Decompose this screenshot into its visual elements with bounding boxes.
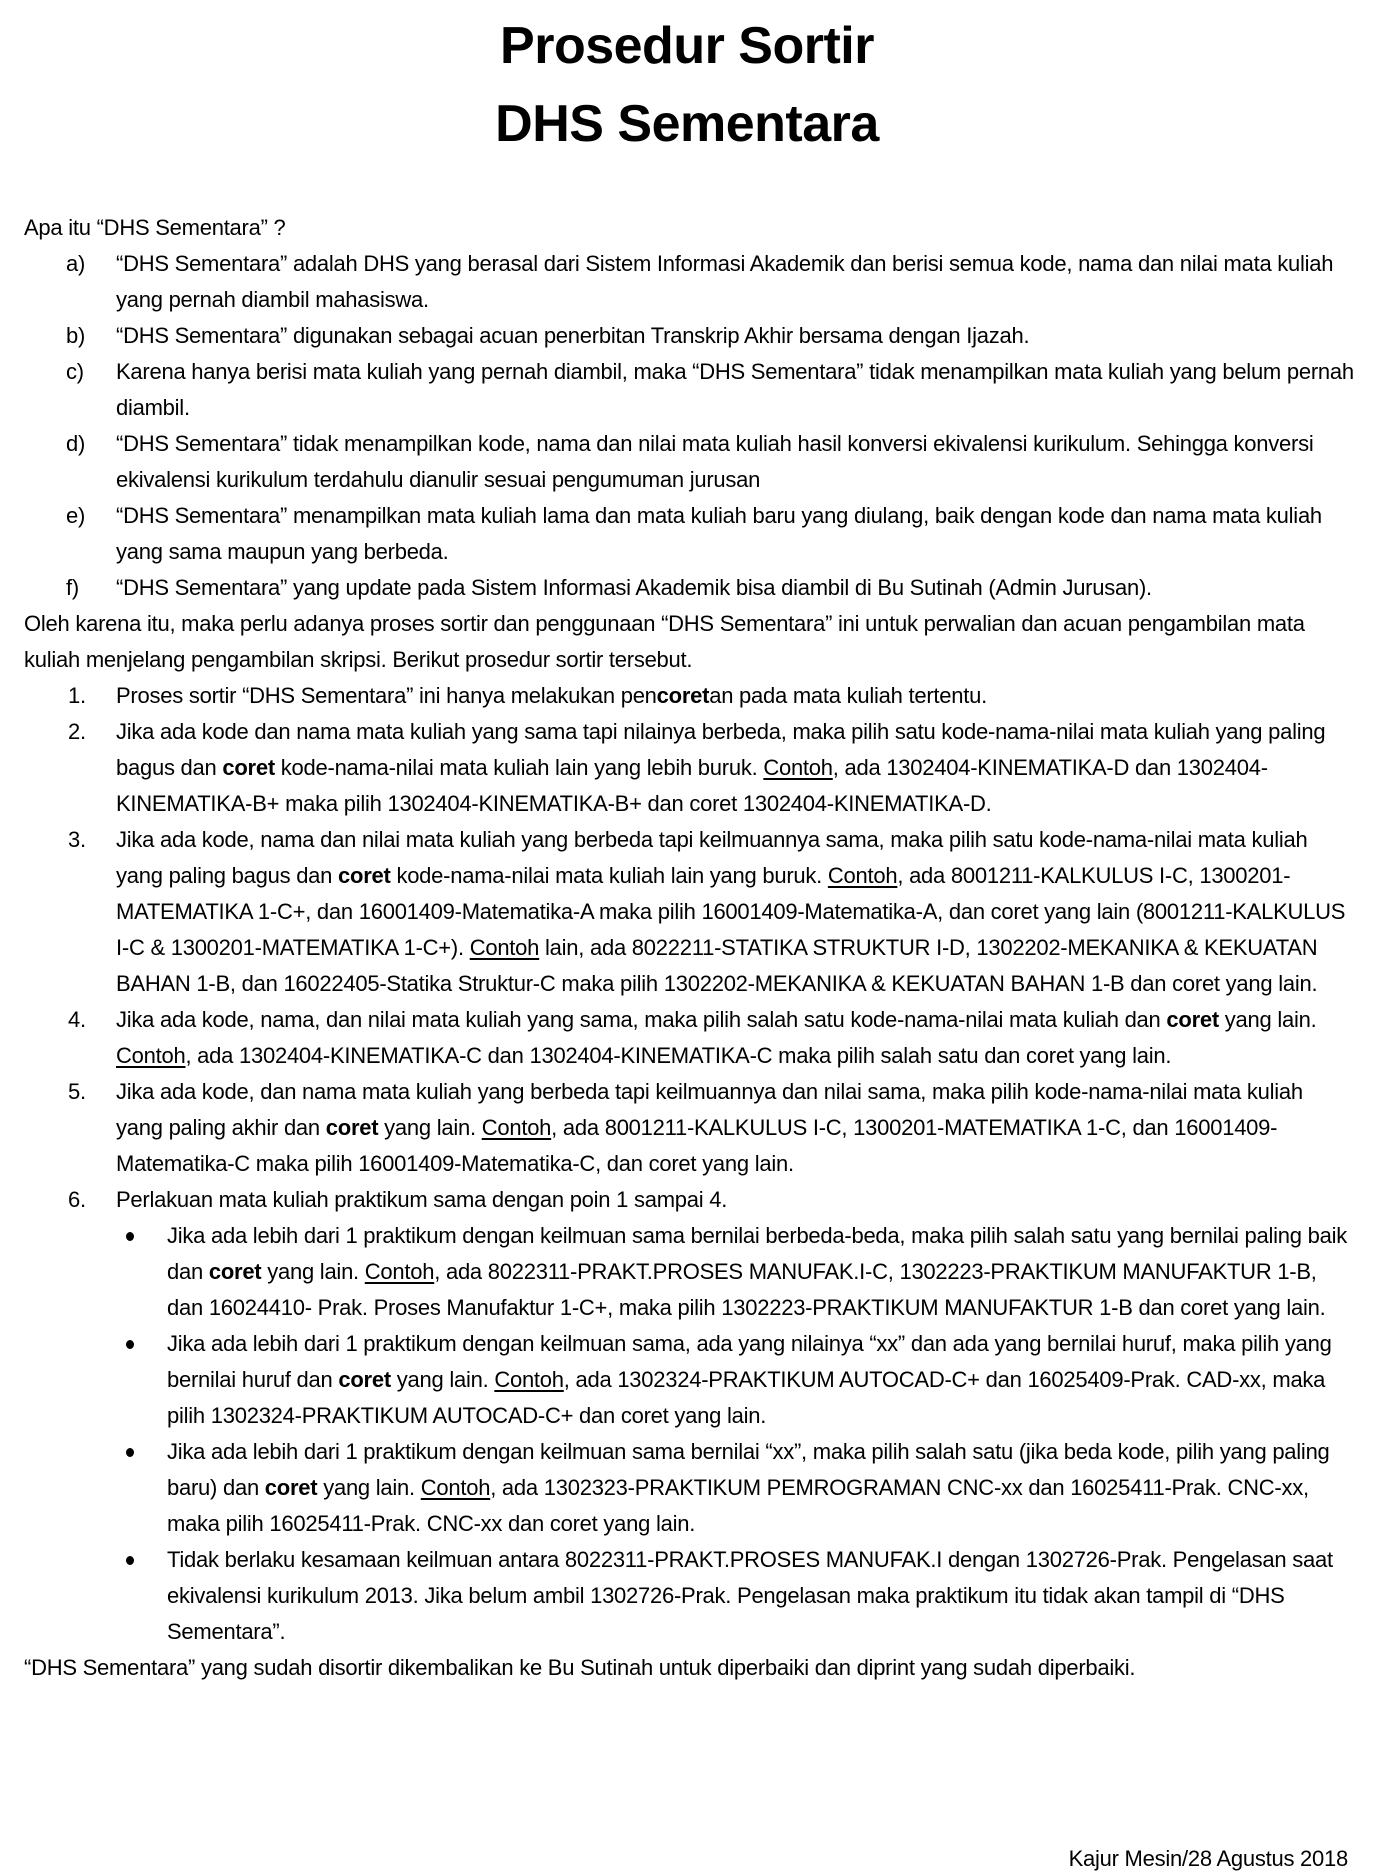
definition-text: “DHS Sementara” digunakan sebagai acuan penerbitan Transkrip Akhir bersama dengan Ijazah. <box>116 323 1030 348</box>
emphasis-coret: coret <box>338 863 391 888</box>
procedure-item <box>24 678 1354 714</box>
underlined-contoh: Contoh <box>763 755 833 780</box>
text-segment: , ada 1302324-PRAKTIKUM AUTOCAD-C+ dan 16025409-Prak. CAD-xx, maka pilih 1302324-PRAKTIKUM AUTOCAD-C+ dan coret yang lain. <box>167 1367 1326 1428</box>
text-segment: Perlakuan mata kuliah praktikum sama dengan poin 1 sampai 4. <box>116 1187 728 1212</box>
text-segment: Jika ada lebih dari 1 praktikum dengan keilmuan sama, ada yang nilainya “xx” dan ada yang bernilai huruf, maka pilih yang bernilai huruf dan <box>167 1331 1332 1392</box>
bullet-item <box>116 1542 1354 1650</box>
text-segment: Jika ada lebih dari 1 praktikum dengan keilmuan sama bernilai “xx”, maka pilih salah satu (jika beda kode, pilih yang paling baru) dan <box>167 1439 1330 1500</box>
underlined-contoh: Contoh <box>364 1259 435 1284</box>
underlined-contoh: Contoh <box>481 1115 552 1140</box>
emphasis-coret: coret <box>264 1475 318 1500</box>
list-marker: a) <box>66 251 86 276</box>
underlined-contoh: Contoh <box>116 1043 186 1068</box>
bullet-text <box>167 1439 1330 1536</box>
underlined-contoh: Contoh <box>494 1367 564 1392</box>
text-segment: , ada 1302323-PRAKTIKUM PEMROGRAMAN CNC-xx dan 16025411-Prak. CNC-xx, maka pilih 16025411-Prak. CNC-xx dan coret yang lain. <box>167 1475 1309 1536</box>
text-segment: Jika ada kode dan nama mata kuliah yang sama tapi nilainya berbeda, maka pilih satu kode-nama-nilai mata kuliah yang paling bagus dan <box>116 719 1326 780</box>
list-marker: 1. <box>68 683 86 708</box>
emphasis-coret: coret <box>338 1367 391 1392</box>
closing-paragraph: “DHS Sementara” yang sudah disortir dikembalikan ke Bu Sutinah untuk diperbaiki dan diprint yang sudah diperbaiki. <box>24 1655 1136 1680</box>
definition-item <box>24 498 1354 570</box>
list-marker: 5. <box>68 1079 86 1104</box>
procedure-text <box>116 719 1325 816</box>
text-segment: yang lain. <box>1218 1007 1317 1032</box>
underlined-contoh: Contoh <box>827 863 898 888</box>
definition-text: “DHS Sementara” adalah DHS yang berasal dari Sistem Informasi Akademik dan berisi semua kode, nama dan nilai mata kuliah yang pernah diambil mahasiswa. <box>116 251 1334 312</box>
text-segment: an pada mata kuliah tertentu. <box>709 683 987 708</box>
procedure-item <box>24 822 1354 1002</box>
procedure-item <box>24 1182 1354 1650</box>
text-segment: , ada 8001211-KALKULUS I-C, 1300201-MATEMATIKA 1-C, dan 16001409-Matematika-C maka pilih 16001409-Matematika-C, dan coret yang lain. <box>116 1115 1278 1176</box>
procedure-text <box>116 1079 1303 1176</box>
definition-list <box>24 246 1354 606</box>
list-marker: d) <box>66 431 86 456</box>
underlined-contoh: Contoh <box>469 935 540 960</box>
title-line-1: Prosedur Sortir <box>500 17 874 75</box>
list-marker: 6. <box>68 1187 86 1212</box>
definition-item <box>24 246 1354 318</box>
bullet-item <box>116 1434 1354 1542</box>
list-marker: b) <box>66 323 86 348</box>
text-segment: kode-nama-nilai mata kuliah lain yang buruk. <box>390 863 828 888</box>
emphasis-coret: coret <box>208 1259 262 1284</box>
definition-item <box>24 426 1354 498</box>
text-segment: , ada 1302404-KINEMATIKA-C dan 1302404-KINEMATIKA-C maka pilih salah satu dan coret yang lain. <box>185 1043 1172 1068</box>
list-marker: f) <box>66 575 79 600</box>
signature: Kajur Mesin/28 Agustus 2018 <box>1068 1846 1348 1871</box>
underlined-contoh: Contoh <box>420 1475 491 1500</box>
list-marker: 2. <box>68 719 86 744</box>
text-segment: yang lain. <box>378 1115 482 1140</box>
definition-text: Karena hanya berisi mata kuliah yang pernah diambil, maka “DHS Sementara” tidak menampilkan mata kuliah yang belum pernah diambil. <box>116 359 1354 420</box>
procedure-item <box>24 714 1354 822</box>
text-segment: kode-nama-nilai mata kuliah lain yang lebih buruk. <box>274 755 764 780</box>
procedure-item <box>24 1074 1354 1182</box>
procedure-text <box>116 683 987 708</box>
emphasis-coret: coret <box>656 683 710 708</box>
text-segment: Jika ada kode, dan nama mata kuliah yang berbeda tapi keilmuannya dan nilai sama, maka pilih kode-nama-nilai mata kuliah yang paling akhir dan <box>116 1079 1303 1140</box>
text-segment: , ada 8001211-KALKULUS I-C, 1300201-MATEMATIKA 1-C+, dan 16001409-Matematika-A maka pilih 16001409-Matematika-A, dan coret yang lain (8001211-KALKULUS I-C & 1300201-MATEMATIKA 1-C+). <box>116 863 1346 960</box>
bullet-text <box>167 1223 1347 1320</box>
bullet-text <box>167 1331 1332 1428</box>
transition-paragraph: Oleh karena itu, maka perlu adanya proses sortir dan penggunaan “DHS Sementara” ini untuk perwalian dan acuan pengambilan mata kuliah menjelang pengambilan skripsi. Berikut prosedur sortir tersebut. <box>24 611 1305 672</box>
procedure-text <box>116 1007 1316 1068</box>
praktikum-bullet-list <box>116 1218 1354 1650</box>
definition-item <box>24 354 1354 426</box>
definition-text: “DHS Sementara” yang update pada Sistem Informasi Akademik bisa diambil di Bu Sutinah (Admin Jurusan). <box>116 575 1152 600</box>
text-segment: Jika ada kode, nama dan nilai mata kuliah yang berbeda tapi keilmuannya sama, maka pilih satu kode-nama-nilai mata kuliah yang paling bagus dan <box>116 827 1308 888</box>
procedure-item <box>24 1002 1354 1074</box>
bullet-dot-icon <box>126 1232 134 1241</box>
intro-question: Apa itu “DHS Sementara” ? <box>24 215 286 240</box>
procedure-text <box>116 1187 727 1212</box>
list-marker: 3. <box>68 827 86 852</box>
emphasis-coret: coret <box>1166 1007 1219 1032</box>
list-marker: 4. <box>68 1007 86 1032</box>
text-segment: Tidak berlaku kesamaan keilmuan antara 8022311-PRAKT.PROSES MANUFAK.I dengan 1302726-Prak. Pengelasan saat ekivalensi kurikulum 2013. Jika belum ambil 1302726-Prak. Pengelasan maka praktikum itu tidak akan tampil di “DHS Sementara”. <box>167 1547 1333 1644</box>
text-segment: yang lain. <box>317 1475 421 1500</box>
text-segment: lain, ada 8022211-STATIKA STRUKTUR I-D, 1302202-MEKANIKA & KEKUATAN BAHAN 1-B, dan 16022405-Statika Struktur-C maka pilih 1302202-MEKANIKA & KEKUATAN BAHAN 1-B dan coret yang lain. <box>116 935 1318 996</box>
list-marker: e) <box>66 503 86 528</box>
bullet-item <box>116 1326 1354 1434</box>
bullet-text <box>167 1547 1333 1644</box>
text-segment: yang lain. <box>261 1259 365 1284</box>
emphasis-coret: coret <box>222 755 275 780</box>
text-segment: Proses sortir “DHS Sementara” ini hanya melakukan pen <box>116 683 657 708</box>
document-body <box>24 210 1354 1686</box>
bullet-item <box>116 1218 1354 1326</box>
definition-item <box>24 570 1354 606</box>
document-title <box>0 0 1374 170</box>
bullet-dot-icon <box>126 1556 134 1565</box>
bullet-dot-icon <box>126 1340 134 1349</box>
definition-text: “DHS Sementara” menampilkan mata kuliah lama dan mata kuliah baru yang diulang, baik dengan kode dan nama mata kuliah yang sama maupun yang berbeda. <box>116 503 1322 564</box>
text-segment: yang lain. <box>390 1367 495 1392</box>
text-segment: Jika ada kode, nama, dan nilai mata kuliah yang sama, maka pilih salah satu kode-nama-nilai mata kuliah dan <box>116 1007 1167 1032</box>
procedure-list <box>24 678 1354 1650</box>
procedure-text <box>116 827 1345 996</box>
emphasis-coret: coret <box>325 1115 379 1140</box>
text-segment: Jika ada lebih dari 1 praktikum dengan keilmuan sama bernilai berbeda-beda, maka pilih salah satu yang bernilai paling baik dan <box>167 1223 1347 1284</box>
text-segment: , ada 8022311-PRAKT.PROSES MANUFAK.I-C, 1302223-PRAKTIKUM MANUFAKTUR 1-B, dan 16024410- Prak. Proses Manufaktur 1-C+, maka pilih 1302223-PRAKTIKUM MANUFAKTUR 1-B dan coret yang lain. <box>167 1259 1326 1320</box>
definition-text: “DHS Sementara” tidak menampilkan kode, nama dan nilai mata kuliah hasil konversi ekivalensi kurikulum. Sehingga konversi ekivalensi kurikulum terdahulu dianulir sesuai pengumuman jurusan <box>116 431 1314 492</box>
bullet-dot-icon <box>126 1448 134 1457</box>
text-segment: , ada 1302404-KINEMATIKA-D dan 1302404-KINEMATIKA-B+ maka pilih 1302404-KINEMATIKA-B+ dan coret 1302404-KINEMATIKA-D. <box>116 755 1268 816</box>
list-marker: c) <box>66 359 84 384</box>
title-line-2: DHS Sementara <box>495 95 879 153</box>
definition-item <box>24 318 1354 354</box>
